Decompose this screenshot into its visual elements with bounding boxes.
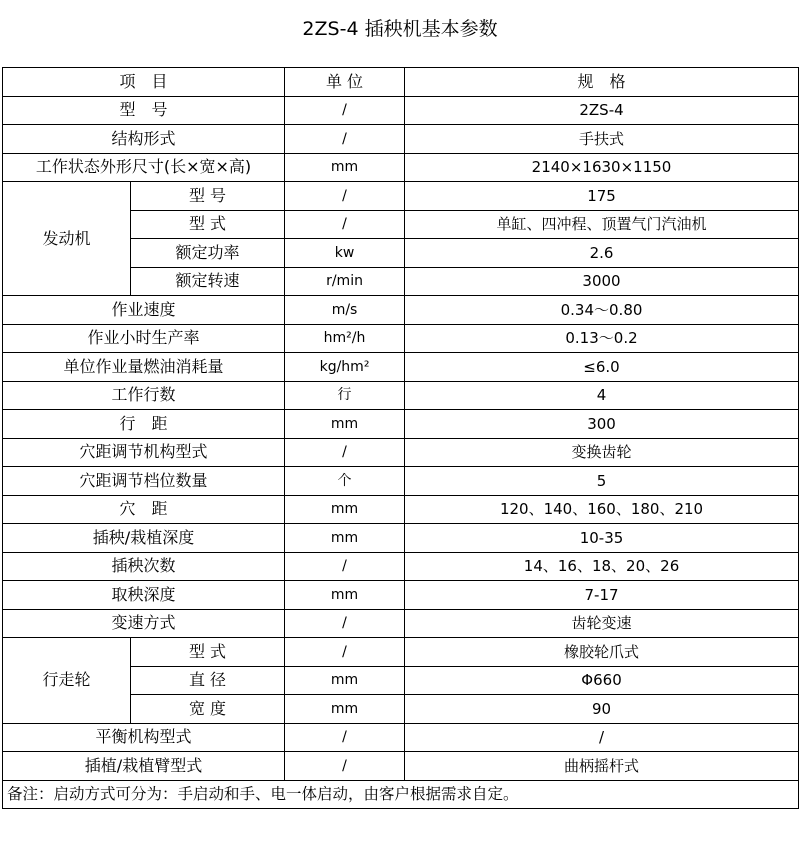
row-unit: mm — [285, 666, 405, 695]
table-row — [3, 410, 799, 439]
table-row — [3, 495, 799, 524]
row-unit: / — [285, 723, 405, 752]
row-item: 穴距调节机构型式 — [3, 438, 285, 467]
row-unit: mm — [285, 495, 405, 524]
page-title: 2ZS-4 插秧机基本参数 — [302, 18, 498, 40]
row-item: 插秧次数 — [3, 552, 285, 581]
table-row — [3, 638, 799, 667]
row-spec: 300 — [405, 410, 799, 439]
row-item: 工作状态外形尺寸(长×宽×高) — [3, 153, 285, 182]
row-item: 变速方式 — [3, 609, 285, 638]
row-spec: 14、16、18、20、26 — [405, 552, 799, 581]
row-unit: mm — [285, 695, 405, 724]
row-unit: / — [285, 96, 405, 125]
spec-table — [2, 67, 799, 809]
table-row — [3, 752, 799, 781]
row-unit: / — [285, 638, 405, 667]
table-row — [3, 438, 799, 467]
table-row — [3, 153, 799, 182]
header-unit: 单 位 — [285, 68, 405, 97]
note-text: 备注：启动方式可分为：手启动和手、电一体启动，由客户根据需求自定。 — [3, 780, 799, 809]
note-row — [3, 780, 799, 809]
row-unit: r/min — [285, 267, 405, 296]
row-item: 穴距调节档位数量 — [3, 467, 285, 496]
row-spec: 10-35 — [405, 524, 799, 553]
row-unit: mm — [285, 410, 405, 439]
table-row — [3, 324, 799, 353]
row-item: 型 号 — [131, 182, 285, 211]
row-spec: 120、140、160、180、210 — [405, 495, 799, 524]
row-spec: 0.34～0.80 — [405, 296, 799, 325]
table-row — [3, 182, 799, 211]
row-spec: ≤6.0 — [405, 353, 799, 382]
row-item: 结构形式 — [3, 125, 285, 154]
row-spec: 3000 — [405, 267, 799, 296]
row-item: 插植/栽植臂型式 — [3, 752, 285, 781]
row-unit: hm²/h — [285, 324, 405, 353]
row-spec: 手扶式 — [405, 125, 799, 154]
row-unit: / — [285, 125, 405, 154]
row-unit: / — [285, 182, 405, 211]
row-unit: kg/hm² — [285, 353, 405, 382]
group-engine: 发动机 — [3, 182, 131, 296]
table-row — [3, 524, 799, 553]
row-item: 单位作业量燃油消耗量 — [3, 353, 285, 382]
table-row — [3, 296, 799, 325]
row-unit: mm — [285, 581, 405, 610]
row-spec: / — [405, 723, 799, 752]
row-item: 型 式 — [131, 210, 285, 239]
row-spec: 变换齿轮 — [405, 438, 799, 467]
table-row — [3, 467, 799, 496]
group-wheel: 行走轮 — [3, 638, 131, 724]
row-item: 作业小时生产率 — [3, 324, 285, 353]
row-spec: 90 — [405, 695, 799, 724]
table-row — [3, 609, 799, 638]
row-item: 额定功率 — [131, 239, 285, 268]
row-unit: kw — [285, 239, 405, 268]
row-unit: / — [285, 752, 405, 781]
row-spec: 7-17 — [405, 581, 799, 610]
table-row — [3, 125, 799, 154]
row-spec: 单缸、四冲程、顶置气门汽油机 — [405, 210, 799, 239]
row-unit: m/s — [285, 296, 405, 325]
table-row — [3, 96, 799, 125]
row-unit: / — [285, 552, 405, 581]
row-item: 型 式 — [131, 638, 285, 667]
row-item: 作业速度 — [3, 296, 285, 325]
row-item: 穴 距 — [3, 495, 285, 524]
header-item: 项 目 — [3, 68, 285, 97]
table-header-row — [3, 68, 799, 97]
row-spec: 2ZS-4 — [405, 96, 799, 125]
row-unit: / — [285, 609, 405, 638]
row-unit: / — [285, 210, 405, 239]
row-spec: 5 — [405, 467, 799, 496]
row-unit: 个 — [285, 467, 405, 496]
row-spec: Φ660 — [405, 666, 799, 695]
row-item: 取秧深度 — [3, 581, 285, 610]
row-item: 型 号 — [3, 96, 285, 125]
row-spec: 0.13～0.2 — [405, 324, 799, 353]
row-spec: 4 — [405, 381, 799, 410]
row-item: 平衡机构型式 — [3, 723, 285, 752]
row-item: 行 距 — [3, 410, 285, 439]
row-spec: 2140×1630×1150 — [405, 153, 799, 182]
row-spec: 曲柄摇杆式 — [405, 752, 799, 781]
table-row — [3, 581, 799, 610]
row-spec: 2.6 — [405, 239, 799, 268]
row-item: 额定转速 — [131, 267, 285, 296]
table-row — [3, 353, 799, 382]
row-spec: 橡胶轮爪式 — [405, 638, 799, 667]
row-unit: / — [285, 438, 405, 467]
header-spec: 规 格 — [405, 68, 799, 97]
row-item: 工作行数 — [3, 381, 285, 410]
table-row — [3, 552, 799, 581]
row-item: 直 径 — [131, 666, 285, 695]
row-unit: mm — [285, 153, 405, 182]
row-item: 插秧/栽植深度 — [3, 524, 285, 553]
row-unit: mm — [285, 524, 405, 553]
row-item: 宽 度 — [131, 695, 285, 724]
table-row — [3, 381, 799, 410]
row-spec: 齿轮变速 — [405, 609, 799, 638]
row-unit: 行 — [285, 381, 405, 410]
table-row — [3, 723, 799, 752]
row-spec: 175 — [405, 182, 799, 211]
